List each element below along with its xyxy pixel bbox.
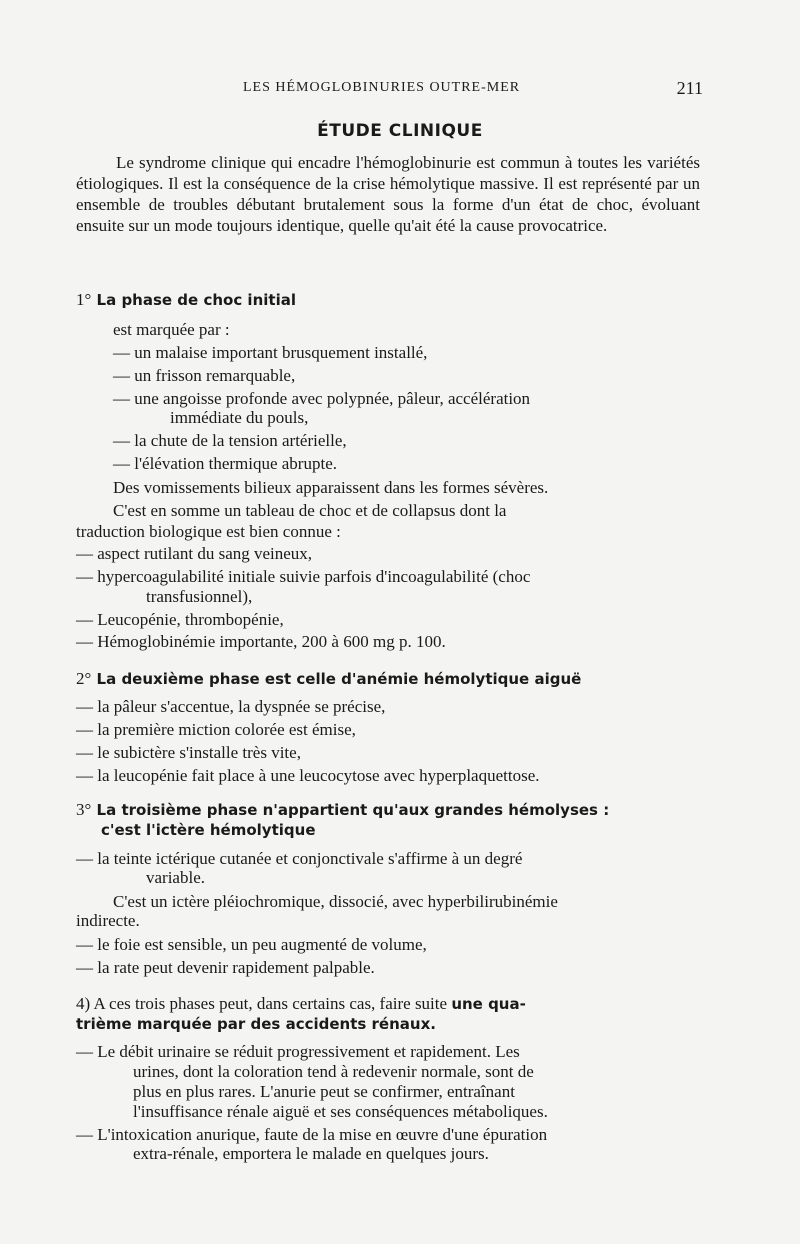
bio-item: — Hémoglobinémie importante, 200 à 600 mg p. 100. xyxy=(76,632,446,651)
phase3-heading xyxy=(76,799,700,821)
page-number: 211 xyxy=(676,78,703,98)
phase1-number: 1° xyxy=(76,290,92,309)
phase1-title: La phase de choc initial xyxy=(96,291,296,309)
phase2-item: — la pâleur s'accentue, la dyspnée se précise, xyxy=(76,697,386,716)
phase4-item-cont: l'insuffisance rénale aiguë et ses conséquences métaboliques. xyxy=(133,1102,548,1121)
phase4-intro-bold: une qua- xyxy=(451,995,526,1013)
phase3-item: — la rate peut devenir rapidement palpable. xyxy=(76,958,375,977)
phase1-vomiting: Des vomissements bilieux apparaissent dans les formes sévères. xyxy=(113,478,549,497)
phase3-number: 3° xyxy=(76,800,92,819)
phase4-item-cont: urines, dont la coloration tend à redevenir normale, sont de xyxy=(133,1062,534,1081)
phase3-item: — la teinte ictérique cutanée et conjonctivale s'affirme à un degré xyxy=(76,849,523,868)
phase1-summary: C'est en somme un tableau de choc et de collapsus dont la xyxy=(113,501,507,520)
phase1-item-cont: immédiate du pouls, xyxy=(170,408,309,427)
phase4-item: — Le débit urinaire se réduit progressivement et rapidement. Les xyxy=(76,1042,520,1061)
phase2-heading xyxy=(76,668,700,690)
bio-item: — aspect rutilant du sang veineux, xyxy=(76,544,313,563)
phase2-number: 2° xyxy=(76,669,92,688)
section-title: ÉTUDE CLINIQUE xyxy=(317,121,483,141)
phase3-title-line1: La troisième phase n'appartient qu'aux grandes hémolyses : xyxy=(96,801,610,819)
phase2-item: — la première miction colorée est émise, xyxy=(76,720,356,739)
phase3-item: — le foie est sensible, un peu augmenté de volume, xyxy=(76,935,427,954)
phase1-item: — une angoisse profonde avec polypnée, pâleur, accélération xyxy=(113,389,531,408)
phase3-ictere-cont: indirecte. xyxy=(76,911,140,930)
bio-item: — Leucopénie, thrombopénie, xyxy=(76,610,284,629)
running-title: LES HÉMOGLOBINURIES OUTRE-MER xyxy=(243,80,521,95)
phase2-item: — le subictère s'installe très vite, xyxy=(76,743,301,762)
phase4-item-cont: extra-rénale, emportera le malade en quelques jours. xyxy=(133,1144,489,1163)
phase4-item: — L'intoxication anurique, faute de la mise en œuvre d'une épuration xyxy=(76,1125,548,1144)
bio-item-cont: transfusionnel), xyxy=(146,587,253,606)
phase1-heading xyxy=(76,289,700,311)
intro-paragraph: Le syndrome clinique qui encadre l'hémoglobinurie est commun à toutes les variétés étiologiques. Il est la conséquence de la crise hémolytique massive. Il est représenté par un ensemble de troubles débutant brutalement sous la forme d'un état de choc, évoluant ensuite sur un mode toujours identique, quelle qu'ait été la cause provocatrice. xyxy=(76,153,700,235)
phase1-item: — un malaise important brusquement installé, xyxy=(113,343,428,362)
phase4-intro xyxy=(76,993,526,1015)
phase4-intro-bold-cont: trième marquée par des accidents rénaux. xyxy=(76,1015,436,1033)
phase3-ictere: C'est un ictère pléiochromique, dissocié, avec hyperbilirubinémie xyxy=(113,892,558,911)
phase4-intro-plain: 4) A ces trois phases peut, dans certains cas, faire suite xyxy=(76,994,448,1013)
phase1-item: — l'élévation thermique abrupte. xyxy=(113,454,337,473)
running-header xyxy=(243,80,703,96)
phase2-title: La deuxième phase est celle d'anémie hémolytique aiguë xyxy=(96,670,582,688)
phase1-item: — un frisson remarquable, xyxy=(113,366,296,385)
phase1-lead: est marquée par : xyxy=(113,320,230,339)
phase4-item-cont: plus en plus rares. L'anurie peut se confirmer, entraînant xyxy=(133,1082,515,1101)
phase1-item: — la chute de la tension artérielle, xyxy=(113,431,347,450)
phase1-summary-cont: traduction biologique est bien connue : xyxy=(76,522,341,541)
phase3-item-cont: variable. xyxy=(146,868,205,887)
phase3-title-line2: c'est l'ictère hémolytique xyxy=(101,821,316,839)
phase2-item: — la leucopénie fait place à une leucocytose avec hyperplaquettose. xyxy=(76,766,540,785)
bio-item: — hypercoagulabilité initiale suivie parfois d'incoagulabilité (choc xyxy=(76,567,531,586)
